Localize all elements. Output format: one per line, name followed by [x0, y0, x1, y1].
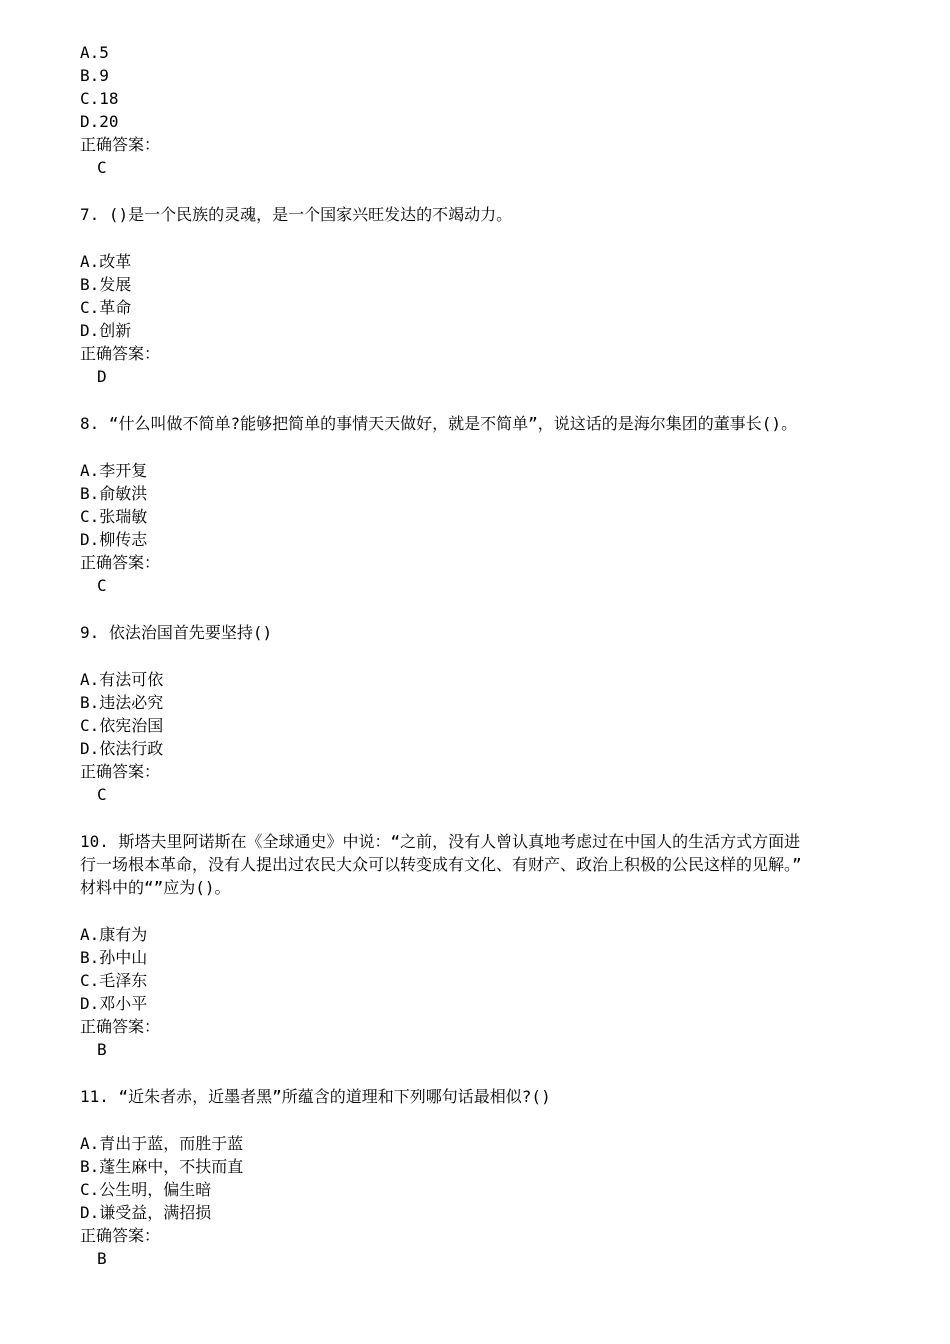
option-a: A.5: [80, 43, 109, 62]
option-d: D.依法行政: [80, 739, 164, 758]
answer-value: D: [97, 367, 107, 386]
question-stem: 7. ()是一个民族的灵魂，是一个国家兴旺发达的不竭动力。: [80, 205, 513, 224]
answer-label: 正确答案：: [80, 1226, 161, 1245]
answer-label: 正确答案：: [80, 762, 161, 781]
question-stem-line-3: 材料中的“”应为()。: [80, 878, 231, 897]
option-c: C.公生明，偏生暗: [80, 1180, 212, 1199]
question-stem: 9. 依法治国首先要坚持(): [80, 623, 273, 642]
question-stem-line-2: 行一场根本革命，没有人提出过农民大众可以转变成有文化、有财产、政治上积极的公民这样的见解。”: [80, 855, 802, 874]
option-c: C.革命: [80, 298, 132, 317]
option-b: B.蓬生麻中，不扶而直: [80, 1157, 244, 1176]
option-c: C.毛泽东: [80, 971, 148, 990]
answer-value: B: [97, 1249, 107, 1268]
answer-value: C: [97, 576, 107, 595]
answer-value: C: [97, 785, 107, 804]
option-b: B.孙中山: [80, 948, 148, 967]
question-stem-line-1: 10. 斯塔夫里阿诺斯在《全球通史》中说：“之前，没有人曾认真地考虑过在中国人的生活方式方面进: [80, 832, 801, 851]
option-b: B.违法必究: [80, 693, 164, 712]
option-a: A.改革: [80, 252, 132, 271]
option-a: A.康有为: [80, 925, 148, 944]
option-b: B.9: [80, 66, 109, 85]
question-stem: 8. “什么叫做不简单?能够把简单的事情天天做好，就是不简单”，说这话的是海尔集团的董事长()。: [80, 414, 798, 433]
option-c: C.依宪治国: [80, 716, 164, 735]
answer-label: 正确答案：: [80, 135, 161, 154]
answer-label: 正确答案：: [80, 1017, 161, 1036]
option-b: B.俞敏洪: [80, 484, 148, 503]
answer-value: B: [97, 1040, 107, 1059]
option-d: D.创新: [80, 321, 132, 340]
option-c: C.18: [80, 89, 119, 108]
option-c: C.张瑞敏: [80, 507, 148, 526]
option-a: A.青出于蓝，而胜于蓝: [80, 1134, 244, 1153]
answer-label: 正确答案：: [80, 344, 161, 363]
answer-label: 正确答案：: [80, 553, 161, 572]
option-a: A.李开复: [80, 461, 148, 480]
option-d: D.邓小平: [80, 994, 148, 1013]
option-d: D.谦受益，满招损: [80, 1203, 212, 1222]
option-d: D.柳传志: [80, 530, 148, 549]
option-d: D.20: [80, 112, 119, 131]
option-b: B.发展: [80, 275, 132, 294]
answer-value: C: [97, 158, 107, 177]
option-a: A.有法可依: [80, 670, 164, 689]
question-stem: 11. “近朱者赤，近墨者黑”所蕴含的道理和下列哪句话最相似?(): [80, 1087, 551, 1106]
